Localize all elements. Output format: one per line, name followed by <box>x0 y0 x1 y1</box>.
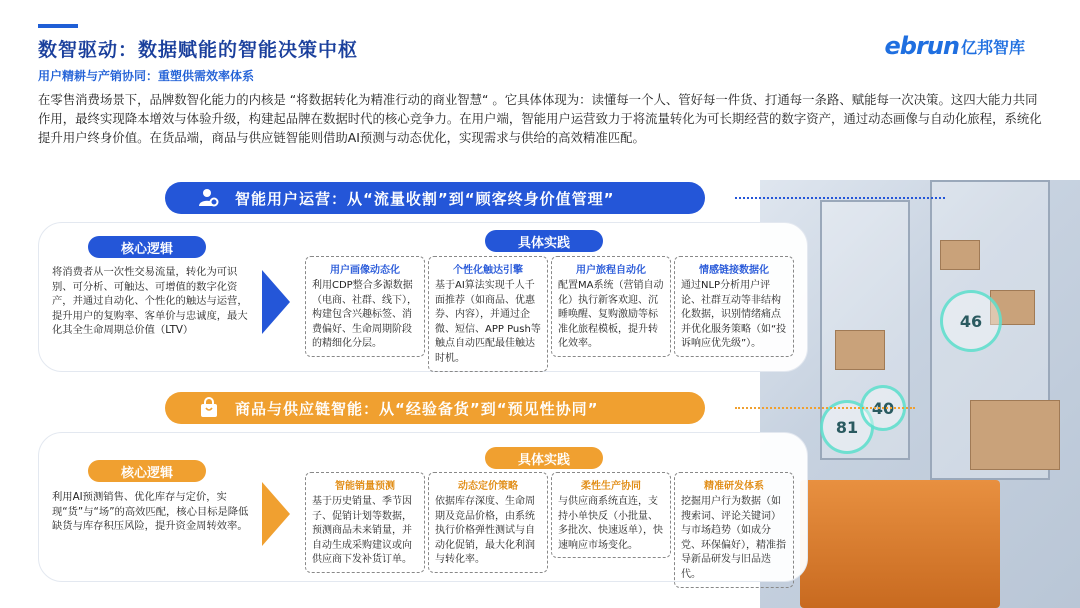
card-text: 基于历史销量、季节因子、促销计划等数据，预测商品未来销量，并自动生成采购建议或向供应商下发补货订单。 <box>312 496 412 566</box>
section1-logic-label: 核心逻辑 <box>88 236 206 258</box>
card-text: 利用CDP整合多源数据（电商、社群、线下），构建包含兴趣标签、消费偏好、生命周期阶段的精细化分层。 <box>312 280 417 350</box>
card-title: 用户画像动态化 <box>330 265 400 276</box>
card-title: 智能销量预测 <box>335 481 395 492</box>
section1-banner-text: 智能用户运营：从“流量收割”到“顾客终身价值管理” <box>235 189 615 208</box>
section2-logic-label: 核心逻辑 <box>88 460 206 482</box>
card-text: 配置MA系统（营销自动化）执行新客欢迎、沉睡唤醒、复购激励等标准化旅程模板，提升转化效率。 <box>558 280 664 350</box>
shopping-bag-icon <box>197 396 221 420</box>
card-text: 基于AI算法实现千人千面推荐（如商品、优惠券、内容），并通过企微、短信、APP Push等触点自动匹配最佳触达时机。 <box>435 280 541 364</box>
dotted-connector <box>735 197 945 199</box>
cargo-box <box>835 330 885 370</box>
brand-logo <box>885 32 1025 60</box>
title-accent-bar <box>38 24 78 28</box>
arrow-right-icon <box>260 268 292 336</box>
logo-wordmark: ebrun <box>884 32 959 60</box>
gauge-circle: 81 <box>820 400 874 454</box>
section2-card-4 <box>674 472 794 588</box>
section1-card-2 <box>428 256 548 372</box>
cargo-box <box>940 240 980 270</box>
section1-card-3 <box>551 256 671 357</box>
section1-card-1 <box>305 256 425 357</box>
card-title: 情感链接数据化 <box>699 265 769 276</box>
section2-card-1 <box>305 472 425 573</box>
intro-paragraph: 在零售消费场景下，品牌数智化能力的内核是 “将数据转化为精准行动的商业智慧“ 。它具体体现为：读懂每一个人、管好每一件货、打通每一条路、赋能每一次决策。这四大能力共同作用，最终实现降本增效与体验升级，构建起品牌在数据时代的核心竞争力。在用户端，智能用户运营致力于将流量转化为可长期经营的数字资产，通过动态画像与自动化旅程，系统化提升用户终身价值。在货品端，商品与供应链智能则借助AI预测与动态优化，实现需求与供给的高效精准匹配。 <box>38 92 1042 145</box>
card-text: 挖掘用户行为数据（如搜索词、评论关键词）与市场趋势（如成分党、环保偏好），精准指导新品研发与旧品迭代。 <box>681 496 786 580</box>
card-title: 个性化触达引擎 <box>453 265 523 276</box>
section2-banner-text: 商品与供应链智能：从“经验备货”到“预见性协同” <box>235 399 599 418</box>
robot-vehicle <box>800 480 1000 608</box>
cargo-box <box>970 400 1060 470</box>
section2-card-2 <box>428 472 548 573</box>
gauge-circle: 40 <box>860 385 906 431</box>
section2-logic-text: 利用AI预测销售、优化库存与定价，实现“货”与“场”的高效匹配，核心目标是降低缺货与库存积压风险，提升资金周转效率。 <box>52 491 249 533</box>
arrow-right-icon <box>260 480 292 548</box>
card-title: 柔性生产协同 <box>581 481 641 492</box>
card-text: 通过NLP分析用户评论、社群互动等非结构化数据，识别情绪痛点并优化服务策略（如“投诉响应优先级”）。 <box>681 280 787 350</box>
card-text: 依据库存深度、生命周期及竞品价格，由系统执行价格弹性测试与自动化促销，最大化利润与转化率。 <box>435 496 535 566</box>
page-subtitle: 用户精耕与产销协同：重塑供需效率体系 <box>38 69 255 83</box>
card-title: 动态定价策略 <box>458 481 518 492</box>
warehouse-image <box>760 180 1080 608</box>
section2-banner <box>165 392 705 424</box>
section1-logic-text: 将消费者从一次性交易流量，转化为可识别、可分析、可触达、可增值的数字化资产，并通过自动化、个性化的触达与运营，提升用户的复购率、客单价与忠诚度，最大化其全生命周期总价值（LTV） <box>52 266 248 337</box>
gauge-circle: 46 <box>940 290 1002 352</box>
page-title: 数智驱动：数据赋能的智能决策中枢 <box>38 39 359 61</box>
section1-practice-label: 具体实践 <box>485 230 603 252</box>
section2-card-3 <box>551 472 671 558</box>
section2-practice-label: 具体实践 <box>485 447 603 469</box>
card-title: 用户旅程自动化 <box>576 265 646 276</box>
user-gear-icon <box>197 186 221 210</box>
dotted-connector <box>735 407 915 409</box>
section1-card-4 <box>674 256 794 357</box>
card-title: 精准研发体系 <box>704 481 764 492</box>
logo-chinese: 亿邦智库 <box>960 37 1025 57</box>
section1-banner <box>165 182 705 214</box>
card-text: 与供应商系统直连，支持小单快反（小批量、多批次、快速返单），快速响应市场变化。 <box>558 496 663 551</box>
